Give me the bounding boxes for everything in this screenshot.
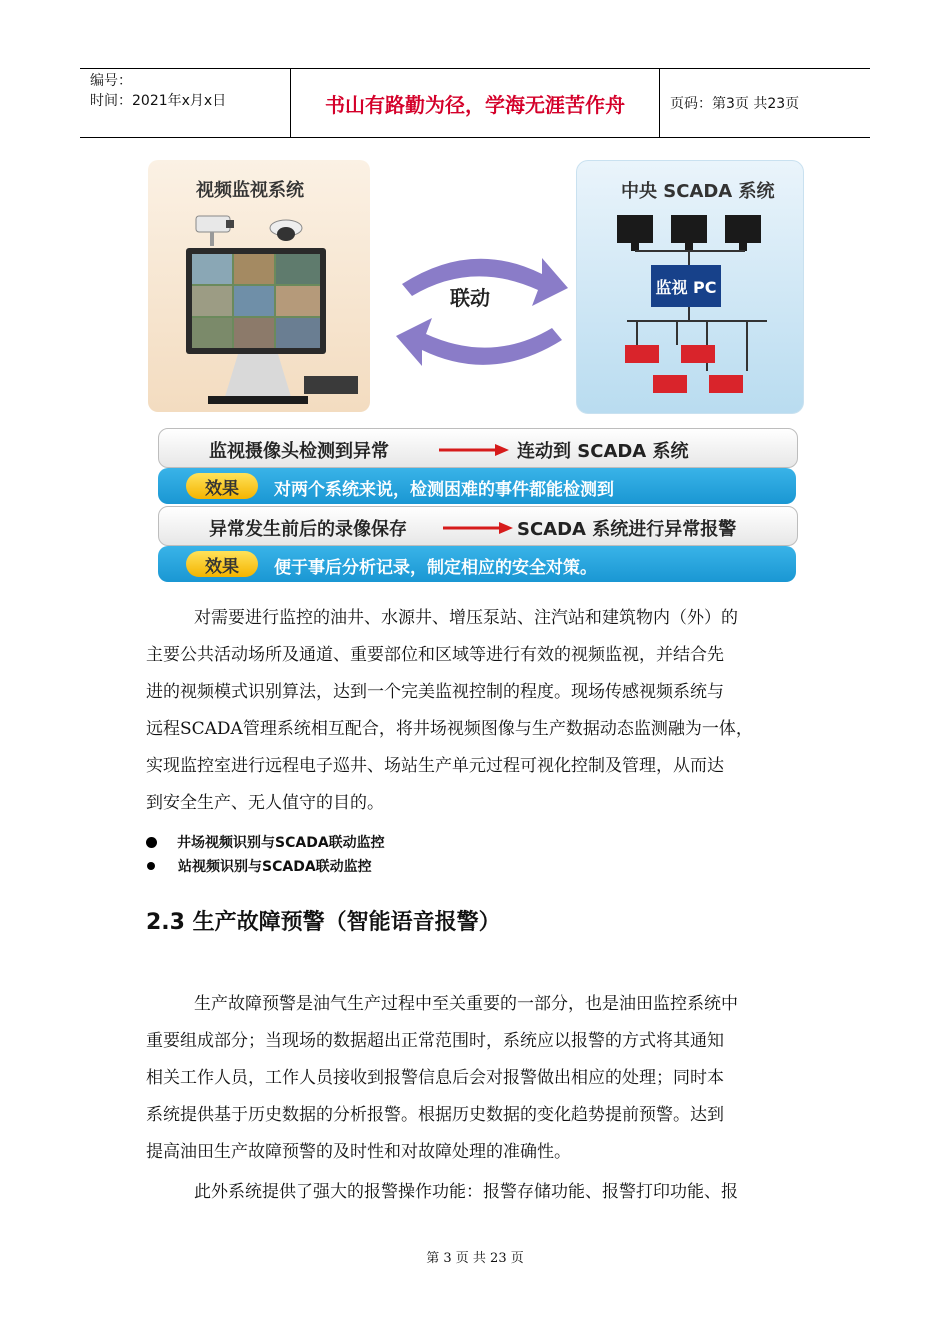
dome-camera-icon bbox=[270, 220, 302, 241]
paragraph-line: 生产故障预警是油气生产过程中至关重要的一部分，也是油田监控系统中 bbox=[194, 994, 738, 1014]
effect1-band bbox=[158, 468, 796, 504]
linkage-label: 联动 bbox=[450, 286, 490, 310]
bullet-dot-icon bbox=[146, 837, 157, 848]
arrow-right-icon bbox=[443, 522, 513, 534]
bullet-camera-icon bbox=[196, 216, 234, 246]
effect2-text: 便于事后分析记录，制定相应的安全对策。 bbox=[274, 558, 597, 578]
linkage-arrows bbox=[392, 244, 572, 384]
paragraph-fault-warning bbox=[146, 986, 806, 1171]
row1-band bbox=[158, 428, 798, 468]
effect2-band bbox=[158, 546, 796, 582]
bullet-text: 井场视频识别与SCADA联动监控 bbox=[177, 835, 385, 851]
paragraph-line: 提高油田生产故障预警的及时性和对故障处理的准确性。 bbox=[146, 1142, 571, 1162]
linkage-diagram bbox=[148, 160, 808, 585]
header-left-cell bbox=[80, 69, 290, 137]
time-label: 时间：2021年x月x日 bbox=[90, 93, 227, 109]
row2-left-text: 异常发生前后的录像保存 bbox=[209, 519, 407, 540]
video-system-illustration bbox=[148, 160, 370, 412]
monitor-pc-box: 监视 PC bbox=[651, 265, 721, 307]
scada-panel-title: 中央 SCADA 系统 bbox=[621, 181, 775, 202]
paragraph-line: 远程SCADA管理系统相互配合，将井场视频图像与生产数据动态监测融为一体， bbox=[146, 719, 753, 739]
paragraph-line: 到安全生产、无人值守的目的。 bbox=[146, 793, 384, 813]
page-footer: 第 3 页 共 23 页 bbox=[426, 1251, 524, 1266]
motto: 书山有路勤为径，学海无涯苦作舟 bbox=[290, 69, 660, 137]
recorder-icon bbox=[304, 376, 358, 394]
paragraph-line: 相关工作人员，工作人员接收到报警信息后会对报警做出相应的处理；同时本 bbox=[146, 1068, 724, 1088]
controller-rack-icon bbox=[625, 345, 743, 393]
number-label: 编号： bbox=[90, 73, 132, 89]
paragraph-line: 主要公共活动场所及通道、重要部位和区域等进行有效的视频监视，并结合先 bbox=[146, 645, 724, 665]
paragraph-line: 此外系统提供了强大的报警操作功能：报警存储功能、报警打印功能、报 bbox=[194, 1182, 738, 1202]
effect2-badge: 效果 bbox=[186, 551, 258, 577]
paragraph-line: 实现监控室进行远程电子巡井、场站生产单元过程可视化控制及管理，从而达 bbox=[146, 756, 724, 776]
row1-right-text: 连动到 SCADA 系统 bbox=[517, 441, 689, 462]
bullet-dot-icon bbox=[147, 862, 155, 870]
paragraph-line: 进的视频模式识别算法，达到一个完美监视控制的程度。现场传感视频系统与 bbox=[146, 682, 724, 702]
paragraph-alarm-functions bbox=[146, 1174, 806, 1211]
video-monitoring-panel bbox=[148, 160, 370, 412]
page-info: 页码：第3页 共23页 bbox=[670, 96, 800, 112]
section-heading: 2.3 生产故障预警（智能语音报警） bbox=[146, 910, 501, 935]
paragraph-line: 重要组成部分；当现场的数据超出正常范围时，系统应以报警的方式将其通知 bbox=[146, 1031, 724, 1051]
video-panel-title: 视频监视系统 bbox=[196, 180, 304, 201]
bullet-text: 站视频识别与SCADA联动监控 bbox=[178, 859, 372, 875]
row2-band bbox=[158, 506, 798, 546]
effect1-text: 对两个系统来说，检测困难的事件都能检测到 bbox=[274, 480, 614, 500]
paragraph-line: 系统提供基于历史数据的分析报警。根据历史数据的变化趋势提前预警。达到 bbox=[146, 1105, 724, 1125]
arrow-right-icon bbox=[439, 444, 509, 456]
paragraph-line: 对需要进行监控的油井、水源井、增压泵站、注汽站和建筑物内（外）的 bbox=[194, 608, 738, 628]
page-header bbox=[80, 68, 870, 138]
scada-panel bbox=[576, 160, 804, 414]
workstation-icon bbox=[617, 215, 761, 251]
effect1-badge: 效果 bbox=[186, 473, 258, 499]
paragraph-video-monitoring bbox=[146, 600, 806, 822]
row1-left-text: 监视摄像头检测到异常 bbox=[209, 441, 389, 462]
row2-right-text: SCADA 系统进行异常报警 bbox=[517, 519, 737, 540]
bullet-item bbox=[146, 856, 372, 876]
bullet-item bbox=[146, 832, 385, 852]
